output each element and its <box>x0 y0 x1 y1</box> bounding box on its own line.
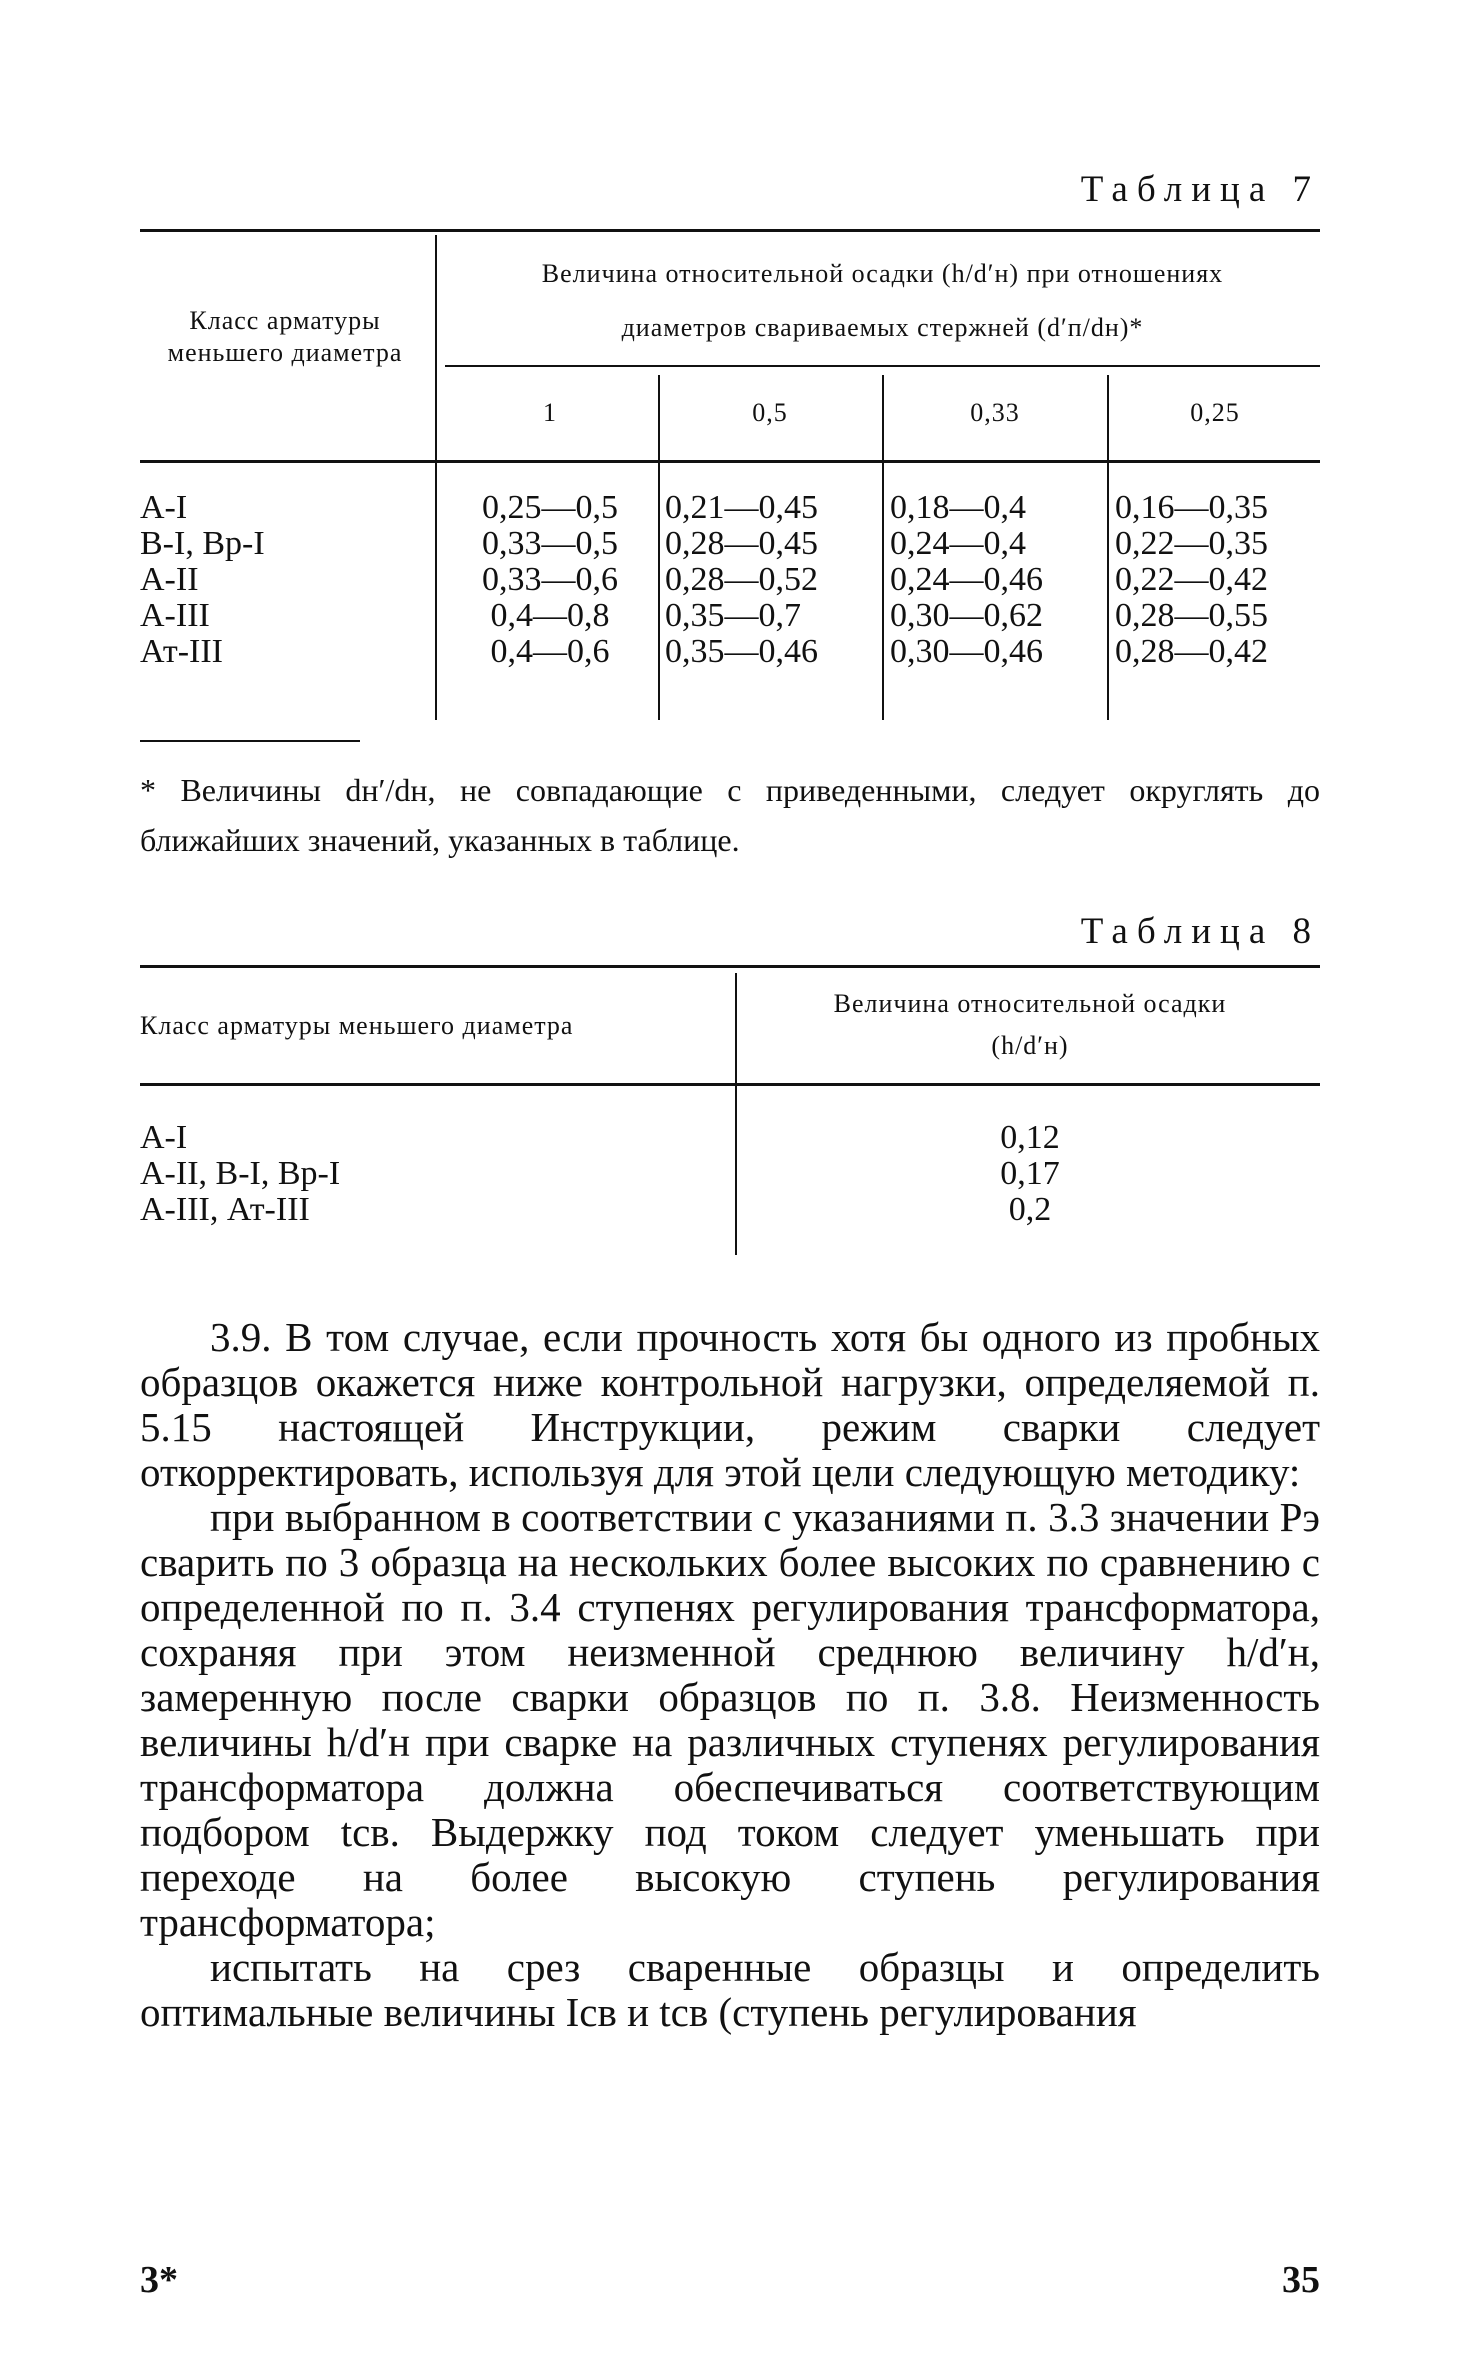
table7-col-3 <box>890 490 1105 670</box>
table7-col-1 <box>445 490 655 670</box>
table8-cell: 0,12 <box>1000 1119 1060 1156</box>
table7-caption: Таблица 7 <box>1080 169 1320 210</box>
table7-cell: 0,28—0,52 <box>665 561 818 598</box>
table8-class-header: Класс арматуры меньшего диаметра <box>140 1011 574 1040</box>
table7-footnote: * Величины dн′/dн, не совпадающие с приведенными, следует округлять до ближайших значений, указанных в таблице. <box>140 772 1320 858</box>
paragraph-method-step-2: испытать на срез сваренные образцы и определить оптимальные величины Iсв и tсв (ступень регулирования <box>140 1944 1320 2035</box>
table7-ratio: 0,5 <box>752 398 788 427</box>
table7-top-rule <box>140 229 1320 232</box>
table8-row-class: А-I <box>140 1119 188 1156</box>
table8-class-column <box>140 1120 730 1228</box>
table7-ratio: 1 <box>543 398 557 427</box>
table8-value-header <box>740 983 1320 1067</box>
table7-cell: 0,24—0,46 <box>890 561 1043 598</box>
table8-caption: Таблица 8 <box>1080 911 1320 952</box>
table8-top-rule <box>140 965 1320 968</box>
table7-class-header-line2: меньшего диаметра <box>167 338 403 367</box>
table7-ratio: 0,33 <box>970 398 1020 427</box>
table7-col-divider <box>1107 375 1109 720</box>
table7-cell: 0,30—0,62 <box>890 597 1043 634</box>
table8-value-header-line1: Величина относительной осадки <box>833 989 1227 1018</box>
table8-cell: 0,2 <box>1008 1191 1052 1228</box>
table7-row-class: А-I <box>140 489 188 526</box>
table7-cell: 0,24—0,4 <box>890 525 1026 562</box>
body-text <box>140 1315 1320 2035</box>
table7-row-class: А-II <box>140 561 199 598</box>
table7-cell: 0,35—0,7 <box>665 597 801 634</box>
table7-cell: 0,28—0,42 <box>1115 633 1268 670</box>
table7-cell: 0,21—0,45 <box>665 489 818 526</box>
table7-class-header <box>140 305 430 369</box>
table7-cell: 0,33—0,6 <box>482 561 618 598</box>
footnote-separator <box>140 740 360 742</box>
table7-row-class: В-I, Вр-I <box>140 525 265 562</box>
table7 <box>140 225 1320 725</box>
table7-cell: 0,16—0,35 <box>1115 489 1268 526</box>
table8-value-column <box>740 1120 1320 1228</box>
table7-col-2 <box>665 490 880 670</box>
table7-cell: 0,25—0,5 <box>482 489 618 526</box>
table7-row-class: А-III <box>140 597 210 634</box>
table7-cell: 0,33—0,5 <box>482 525 618 562</box>
table7-cell: 0,35—0,46 <box>665 633 818 670</box>
table7-class-header-line1: Класс арматуры <box>189 306 381 335</box>
table7-col-4 <box>1115 490 1320 670</box>
table7-col-divider <box>882 375 884 720</box>
paragraph-method-step-1: при выбранном в соответствии с указаниями п. 3.3 значении Pэ сварить по 3 образца на нескольких более высоких по сравнению с определенной по п. 3.4 ступенях регулирования трансформатора, сохраняя при этом неизменной среднюю величину h/d′н, замеренную после сварки образцов по п. 3.8. Неизменность величины h/d′н при сварке на различных ступенях регулирования трансформатора должна обеспечиваться соответствующим подбором tсв. Выдержку под током следует уменьшать при переходе на более высокую ступень регулирования трансформатора; <box>140 1494 1320 1945</box>
table7-cell: 0,4—0,8 <box>490 597 610 634</box>
table8-divider <box>735 973 737 1255</box>
table8-cell: 0,17 <box>1000 1155 1060 1192</box>
table8-value-header-line2: (h/d′н) <box>991 1031 1069 1060</box>
table7-cell: 0,28—0,55 <box>1115 597 1268 634</box>
table8-row-class: А-III, Ат-III <box>140 1191 310 1228</box>
table7-cell: 0,18—0,4 <box>890 489 1026 526</box>
table8-header-bottom-rule <box>140 1083 1320 1086</box>
table7-divider <box>435 235 437 720</box>
table7-cell: 0,4—0,6 <box>490 633 610 670</box>
paragraph-3-9: 3.9. В том случае, если прочность хотя бы одного из пробных образцов окажется ниже контрольной нагрузки, определяемой п. 5.15 настоящей Инструкции, режим сварки следует откорректировать, используя для этой цели следующую методику: <box>140 1314 1320 1495</box>
table7-value-header <box>445 247 1320 355</box>
table7-row-class: Ат-III <box>140 633 224 670</box>
table8 <box>140 965 1320 1255</box>
table7-cell: 0,22—0,35 <box>1115 525 1268 562</box>
table7-subheader-rule <box>445 365 1320 367</box>
table7-cell: 0,30—0,46 <box>890 633 1043 670</box>
signature-mark: 3* <box>140 2259 178 2301</box>
table7-ratio: 0,25 <box>1190 398 1240 427</box>
table8-row-class: А-II, В-I, Вр-I <box>140 1155 341 1192</box>
table7-value-header-line1: Величина относительной осадки (h/d′н) при отношениях <box>541 259 1224 288</box>
document-page <box>140 0 1320 2377</box>
table7-value-header-line2: диаметров свариваемых стержней (d′п/dн)* <box>621 313 1144 342</box>
table7-class-column <box>140 490 430 670</box>
table7-header-bottom-rule <box>140 460 1320 463</box>
table7-cell: 0,28—0,45 <box>665 525 818 562</box>
table7-cell: 0,22—0,42 <box>1115 561 1268 598</box>
page-number: 35 <box>1282 2259 1320 2301</box>
